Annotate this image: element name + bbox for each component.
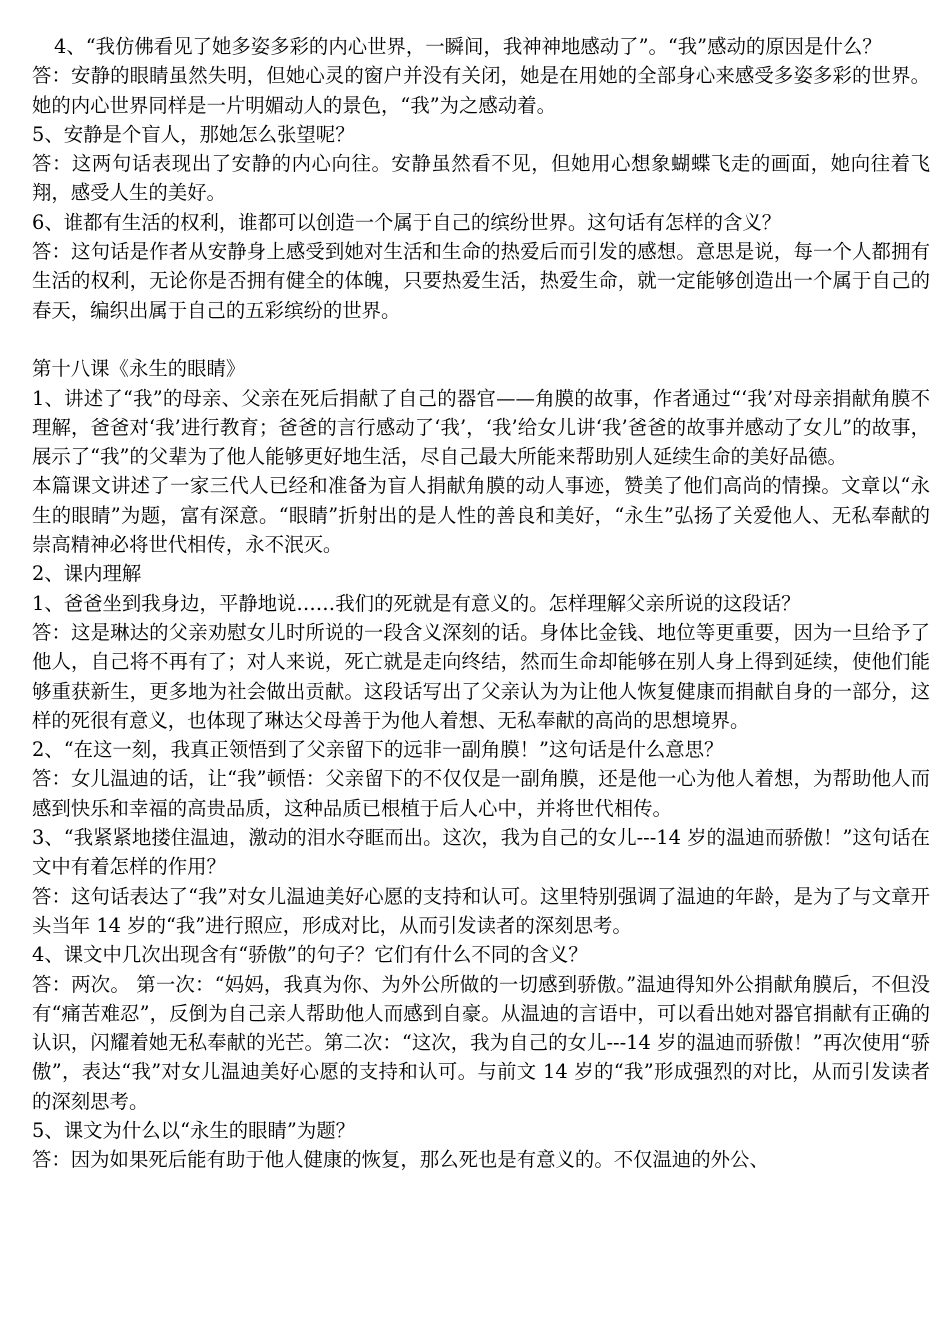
lesson-question-5: 5、课文为什么以“永生的眼睛”为题？ (32, 1118, 356, 1142)
lesson-answer-4: 答：两次。 第一次：“妈妈，我真为你、为外公所做的一切感到骄傲。”温迪得知外公捐献角膜后，不但没有“痛苦难忍”，反倒为自己亲人帮助他人而感到自豪。从温迪的言语中，可以看出她对器官捐献有正确的认识，闪耀着她无私奉献的光芒。第二次：“这次，我为自己的女儿---14 岁的温迪而骄傲！”再次使用“骄傲”，表达“我”对女儿温迪美好心愿的支持和认可。与前文 14 岁的“我”形成强烈的对比，从而引发读者的深刻思考。 (32, 972, 930, 1113)
lesson-question-1: 1、爸爸坐到我身边，平静地说……我们的死就是有意义的。怎样理解父亲所说的这段话？ (32, 591, 801, 615)
lesson-question-2: 2、“在这一刻，我真正领悟到了父亲留下的远非一副角膜！”这句话是什么意思？ (32, 738, 724, 762)
section-heading: 2、课内理解 (32, 562, 142, 586)
question-4: 4、“我仿佛看见了她多姿多彩的内心世界，一瞬间，我神神地感动了”。“我”感动的原因是什么？ (54, 35, 882, 58)
lesson-answer-2: 答：女儿温迪的话，让“我”顿悟：父亲留下的不仅仅是一副角膜，还是他一心为他人着想，为帮助他人而感到快乐和幸福的高贵品质，这种品质已根植于后人心中，并将世代相传。 (32, 767, 930, 820)
lesson-answer-3: 答：这句话表达了“我”对女儿温迪美好心愿的支持和认可。这里特别强调了温迪的年龄，是为了与文章开头当年 14 岁的“我”进行照应，形成对比，从而引发读者的深刻思考。 (32, 884, 930, 937)
lesson-answer-5: 答：因为如果死后能有助于他人健康的恢复，那么死也是有意义的。不仅温迪的外公、 (32, 1148, 769, 1172)
answer-4: 答：安静的眼睛虽然失明，但她心灵的窗户并没有关闭，她是在用她的全部身心来感受多姿多彩的世界。她的内心世界同样是一片明媚动人的景色，“我”为之感动着。 (32, 64, 930, 117)
lesson-intro: 本篇课文讲述了一家三代人已经和准备为盲人捐献角膜的动人事迹，赞美了他们高尚的情操。文章以“永生的眼睛”为题，富有深意。“眼睛”折射出的是人性的善良和美好，“永生”弘扬了关爱他人、无私奉献的崇高精神必将世代相传，永不泯灭。 (32, 474, 930, 557)
lesson-title: 第十八课《永生的眼睛》 (32, 357, 246, 381)
blank-line (32, 325, 930, 354)
question-6: 6、谁都有生活的权利，谁都可以创造一个属于自己的缤纷世界。这句话有怎样的含义？ (32, 210, 782, 234)
lesson-answer-1: 答：这是琳达的父亲劝慰女儿时所说的一段含义深刻的话。身体比金钱、地位等更重要，因为一旦给予了他人，自己将不再有了；对人来说，死亡就是走向终结，然而生命却能够在别人身上得到延续，使他们能够重获新生，更多地为社会做出贡献。这段话写出了父亲认为为让他人恢复健康而捐献自身的一部分，这样的死很有意义，也体现了琳达父母善于为他人着想、无私奉献的高尚的思想境界。 (32, 620, 930, 732)
answer-6: 答：这句话是作者从安静身上感受到她对生活和生命的热爱后而引发的感想。意思是说，每一个人都拥有生活的权利，无论你是否拥有健全的体魄，只要热爱生活，热爱生命，就一定能够创造出一个属于自己的春天，编织出属于自己的五彩缤纷的世界。 (32, 240, 930, 322)
lesson-question-3: 3、“我紧紧地搂住温迪，激动的泪水夺眶而出。这次，我为自己的女儿---14 岁的温迪而骄傲！”这句话在文中有着怎样的作用？ (32, 826, 930, 879)
answer-5: 答：这两句话表现出了安静的内心向往。安静虽然看不见，但她用心想象蝴蝶飞走的画面，她向往着飞翔，感受人生的美好。 (32, 152, 930, 205)
lesson-summary: 1、讲述了“我”的母亲、父亲在死后捐献了自己的器官——角膜的故事，作者通过“‘我’对母亲捐献角膜不理解，爸爸对‘我’进行教育；爸爸的言行感动了‘我’，‘我’给女儿讲‘我’爸爸的故事并感动了女儿”的故事，展示了“我”的父辈为了他人能够更好地生活，尽自己最大所能来帮助别人延续生命的美好品德。 (32, 386, 930, 469)
question-5: 5、安静是个盲人，那她怎么张望呢？ (32, 122, 355, 146)
lesson-question-4: 4、课文中几次出现含有“骄傲”的句子？它们有什么不同的含义？ (32, 943, 588, 967)
